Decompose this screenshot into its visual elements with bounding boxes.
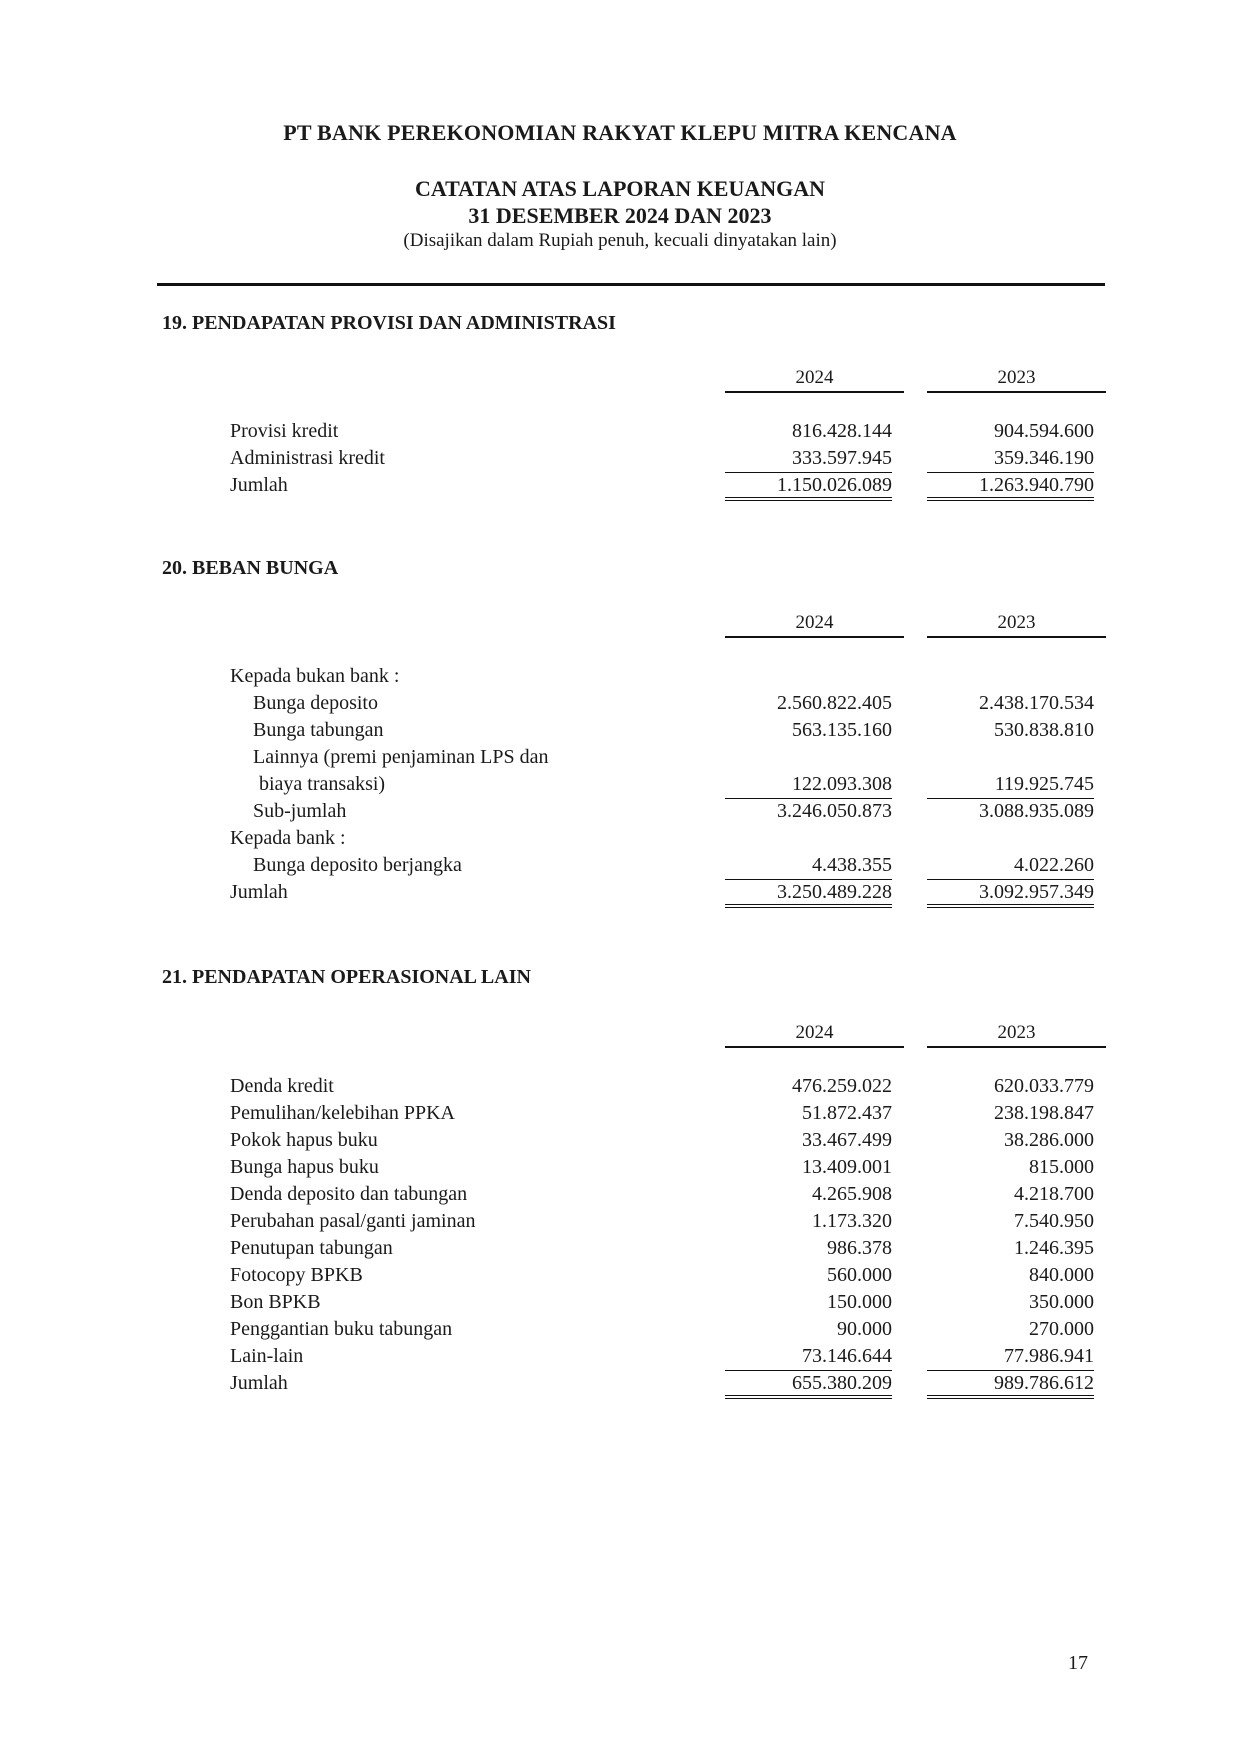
row-label: Bunga tabungan (253, 719, 384, 741)
header-divider (157, 283, 1105, 286)
row-label: Denda deposito dan tabungan (230, 1183, 468, 1205)
value-2023: 815.000 (1029, 1156, 1094, 1178)
value-2024: 4.438.355 (725, 852, 892, 880)
table-row (0, 1073, 1240, 1100)
row-label: Pemulihan/kelebihan PPKA (230, 1102, 455, 1124)
row-label: Perubahan pasal/ganti jaminan (230, 1210, 476, 1232)
value-2023: 77.986.941 (927, 1343, 1094, 1371)
column-header-2024: 2024 (725, 366, 904, 393)
table-row (0, 1235, 1240, 1262)
table-row (0, 1208, 1240, 1235)
table-row (0, 771, 1240, 798)
table-row (0, 744, 1240, 771)
row-label: Bunga hapus buku (230, 1156, 379, 1178)
value-2023: 238.198.847 (994, 1102, 1094, 1124)
value-2024: 816.428.144 (792, 420, 892, 442)
document-note: (Disajikan dalam Rupiah penuh, kecuali dinyatakan lain) (403, 230, 837, 251)
value-2023: 4.022.260 (927, 852, 1094, 880)
value-2024: 73.146.644 (725, 1343, 892, 1371)
company-name: PT BANK PEREKONOMIAN RAKYAT KLEPU MITRA KENCANA (283, 120, 957, 145)
value-2023: 530.838.810 (994, 719, 1094, 741)
row-label: Penutupan tabungan (230, 1237, 393, 1259)
value-2023: 350.000 (1029, 1291, 1094, 1313)
value-2024: 560.000 (827, 1264, 892, 1286)
row-label: Denda kredit (230, 1075, 334, 1097)
column-header-2024: 2024 (725, 1021, 904, 1048)
total-2023: 1.263.940.790 (927, 472, 1094, 501)
row-label: Penggantian buku tabungan (230, 1318, 453, 1340)
value-2023: 840.000 (1029, 1264, 1094, 1286)
table-row (0, 1127, 1240, 1154)
value-2024: 51.872.437 (802, 1102, 892, 1124)
table-row (0, 690, 1240, 717)
value-2023: 119.925.745 (927, 771, 1094, 799)
row-label: Bunga deposito (253, 692, 378, 714)
value-2024: 150.000 (827, 1291, 892, 1313)
column-header-2023: 2023 (927, 1021, 1106, 1048)
total-row (0, 879, 1240, 906)
section-title: 19. PENDAPATAN PROVISI DAN ADMINISTRASI (162, 312, 616, 334)
value-2023: 359.346.190 (927, 445, 1094, 473)
value-2023: 7.540.950 (1014, 1210, 1094, 1232)
row-label: Sub-jumlah (253, 800, 347, 822)
table-row (0, 1181, 1240, 1208)
table-row (0, 445, 1240, 472)
group-label-row (0, 663, 1240, 690)
group-label-row (0, 825, 1240, 852)
value-2024: 13.409.001 (802, 1156, 892, 1178)
table-row (0, 1316, 1240, 1343)
total-row (0, 1370, 1240, 1397)
row-label: Bunga deposito berjangka (253, 854, 462, 876)
value-2024: 122.093.308 (725, 771, 892, 799)
total-row (0, 472, 1240, 499)
table-row (0, 852, 1240, 879)
column-header-2023: 2023 (927, 611, 1106, 638)
value-2024: 2.560.822.405 (777, 692, 892, 714)
value-2023: 904.594.600 (994, 420, 1094, 442)
row-label: Kepada bukan bank : (230, 665, 400, 687)
total-2024: 1.150.026.089 (725, 472, 892, 501)
value-2024: 1.173.320 (812, 1210, 892, 1232)
total-2024: 3.250.489.228 (725, 879, 892, 908)
row-label: Jumlah (230, 881, 288, 903)
value-2024: 333.597.945 (725, 445, 892, 473)
row-label: Pokok hapus buku (230, 1129, 378, 1151)
table-row (0, 1262, 1240, 1289)
table-row (0, 717, 1240, 744)
total-2023: 989.786.612 (927, 1370, 1094, 1399)
value-2024: 4.265.908 (812, 1183, 892, 1205)
value-2024: 476.259.022 (792, 1075, 892, 1097)
subtotal-2024: 3.246.050.873 (777, 800, 892, 822)
total-2024: 655.380.209 (725, 1370, 892, 1399)
row-label: Lain-lain (230, 1345, 304, 1367)
table-row (0, 1154, 1240, 1181)
row-label: Administrasi kredit (230, 447, 385, 469)
subtotal-row (0, 798, 1240, 825)
total-2023: 3.092.957.349 (927, 879, 1094, 908)
subtotal-2023: 3.088.935.089 (979, 800, 1094, 822)
value-2023: 270.000 (1029, 1318, 1094, 1340)
document-date: 31 DESEMBER 2024 DAN 2023 (468, 203, 772, 228)
row-label: Lainnya (premi penjaminan LPS dan (253, 746, 549, 768)
row-label: Provisi kredit (230, 420, 339, 442)
row-label: Jumlah (230, 474, 288, 496)
value-2024: 33.467.499 (802, 1129, 892, 1151)
value-2024: 90.000 (837, 1318, 892, 1340)
value-2023: 38.286.000 (1004, 1129, 1094, 1151)
table-row (0, 1343, 1240, 1370)
row-label: Jumlah (230, 1372, 288, 1394)
value-2023: 2.438.170.534 (979, 692, 1094, 714)
value-2023: 1.246.395 (1014, 1237, 1094, 1259)
row-label: Fotocopy BPKB (230, 1264, 363, 1286)
value-2023: 4.218.700 (1014, 1183, 1094, 1205)
table-row (0, 1289, 1240, 1316)
section-title: 20. BEBAN BUNGA (162, 557, 339, 579)
table-row (0, 1100, 1240, 1127)
table-row (0, 418, 1240, 445)
row-label: biaya transaksi) (259, 773, 386, 795)
value-2023: 620.033.779 (994, 1075, 1094, 1097)
document-title: CATATAN ATAS LAPORAN KEUANGAN (414, 176, 826, 201)
row-label: Bon BPKB (230, 1291, 321, 1313)
row-label: Kepada bank : (230, 827, 346, 849)
column-header-2023: 2023 (927, 366, 1106, 393)
page-number: 17 (1068, 1652, 1088, 1674)
value-2024: 563.135.160 (792, 719, 892, 741)
section-title: 21. PENDAPATAN OPERASIONAL LAIN (162, 966, 531, 988)
column-header-2024: 2024 (725, 611, 904, 638)
value-2024: 986.378 (827, 1237, 892, 1259)
